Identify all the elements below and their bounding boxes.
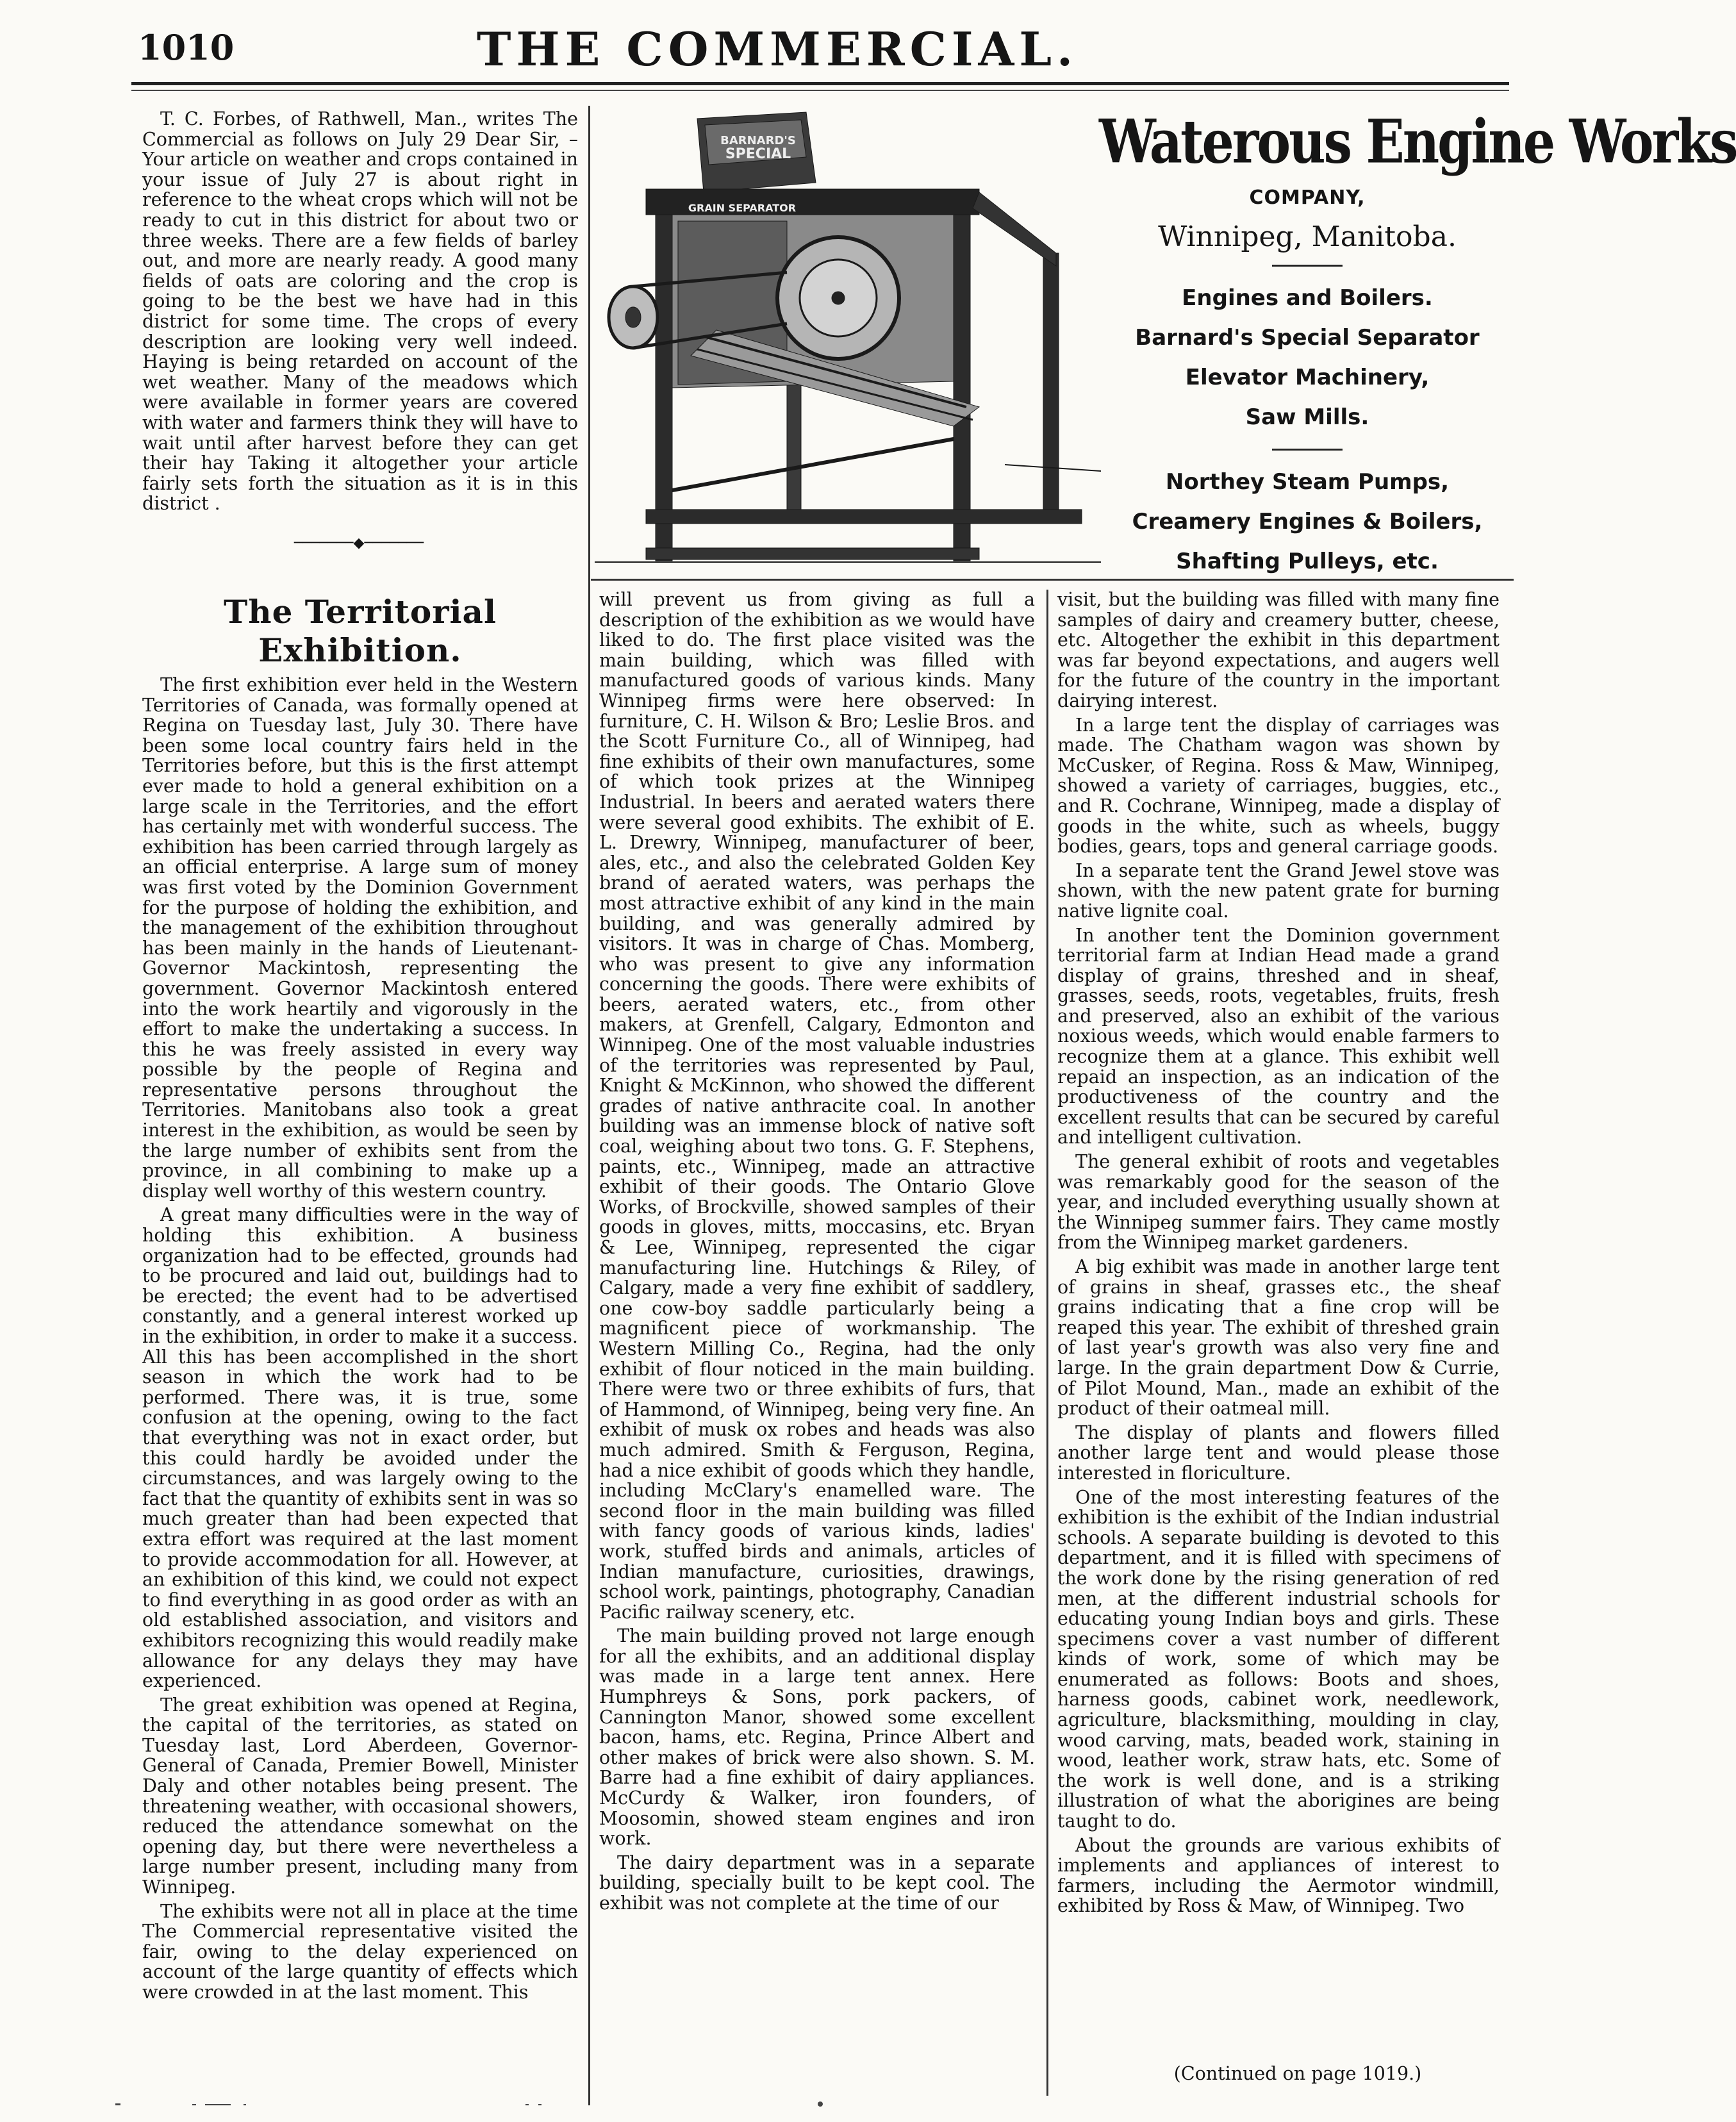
paragraph: The exhibits were not all in place at the time The Commercial representative visited the fair, owing to the delay experienced on account of the large quantity of effects which were crowded in at the last moment. This — [142, 1900, 578, 2003]
machine-label-grain-separator: GRAIN SEPARATOR — [688, 202, 797, 214]
machine-label-special: SPECIAL — [725, 146, 791, 162]
page-number: 1010 — [138, 27, 235, 68]
header-rule-thin — [131, 90, 1509, 91]
article-column-1 — [142, 593, 578, 2007]
paragraph: The display of plants and flowers filled another large tent and would please those interested in floriculture. — [1057, 1422, 1500, 1484]
company-name: Waterous Engine Works — [1099, 106, 1736, 177]
waterous-advertisement — [1099, 106, 1736, 581]
paragraph: The main building proved not large enough for all the exhibits, and an additional display was made in a large tent annex. Here Humphreys & Sons, pork packers, of Cannington Manor, showed some excellent bacon, hams, etc. Regina, Prince Albert and other makes of brick were also shown. S. M. Barre had a fine exhibit of dairy appliances. McCurdy & Walker, iron founders, of Moosomin, showed steam engines and iron work. — [599, 1625, 1035, 1850]
letter-column — [142, 109, 578, 518]
grain-separator-illustration — [595, 106, 1101, 572]
paragraph: In another tent the Dominion government territorial farm at Indian Head made a grand display of grains, threshed and in sheaf, grasses, seeds, roots, vegetables, fruits, fresh and preserved, also an exhibit of the various noxious weeds, which would enable farmers to recognize them at a glance. This exhibit well repaid an inspection, as an indication of the productiveness of the country and the excellent results that can be secured by careful and intelligent cultivation. — [1057, 924, 1500, 1148]
article-column-2 — [599, 590, 1035, 1918]
paragraph: In a separate tent the Grand Jewel stove was shown, with the new patent grate for burning native lignite coal. — [1057, 859, 1500, 922]
paragraph: will prevent us from giving as full a description of the exhibition as we would have liked to do. The first place visited was the main building, which was filled with manufactured goods of various kinds. Many Winnipeg firms were here observed: In furniture, C. H. Wilson & Bro; Leslie Bros. and the Scott Furniture Co., all of Winnipeg, had fine exhibits of their own manufactures, some of which took prizes at the Winnipeg Industrial. In beers and aerated waters there were several good exhibits. The exhibit of E. L. Drewry, Winnipeg, manufacturer of beer, ales, etc., and also the celebrated Golden Key brand of aerated waters, was perhaps the most attractive exhibit of any kind in the main building, and was generally admired by visitors. It was in charge of Chas. Momberg, who was present to give any information concerning the goods. There were exhibits of beers, aerated waters, etc., from other makers, at Grenfell, Calgary, Edmonton and Winnipeg. One of the most valuable industries of the territories was represented by Paul, Knight & McKinnon, who showed the different grades of native anthracite coal. In another building was an immense block of native soft coal, weighing about two tons. G. F. Stephens, paints, etc., Winnipeg, made an attractive exhibit of their goods. The Ontario Glove Works, of Brockville, showed samples of their goods in gloves, mitts, moccasins, etc. Bryan & Lee, Winnipeg, represented the cigar manufacturing line. Hutchings & Riley, of Calgary, made a very fine exhibit of saddlery, one cow-boy saddle particularly being a magnificent piece of workmanship. The Western Milling Co., Regina, had the only exhibit of flour noticed in the main building. There were two or three exhibits of furs, that of Hammond, of Winnipeg, being very fine. An exhibit of musk ox robes and heads was also much admired. Smith & Ferguson, Regina, had a nice exhibit of goods which they handle, including McClary's enamelled ware. The second floor in the main building was filled with fancy goods of various kinds, ladies' work, stuffed birds and animals, articles of Indian manufacture, curiosities, drawings, school work, paintings, photography, Canadian Pacific railway scenery, etc. — [599, 589, 1035, 1623]
paragraph: visit, but the building was filled with many fine samples of dairy and creamery butter, cheese, etc. Altogether the exhibit in this department was far beyond expectations, and augers well for the future of the country in the important dairying interest. — [1057, 589, 1500, 711]
company-city: Winnipeg, Manitoba. — [1158, 220, 1457, 253]
paragraph: The first exhibition ever held in the Western Territories of Canada, was formally opened at Regina on Tuesday last, July 30. There have been some local country fairs held in the Territories before, but this is the first attempt ever made to hold a general exhibition on a large scale in the Territories, and the effort has certainly met with wonderful success. The exhibition has been carried through largely as an official enterprise. A large sum of money was first voted by the Dominion Government for the purpose of holding the exhibition, and the management of the exhibition throughout has been mainly in the hands of Lieutenant-Governor Mackintosh, representing the government. Governor Mackintosh entered into the work heartily and vigorously in the effort to make the undertaking a success. In this he was freely assisted in every way possible by the people of Regina and representative persons throughout the Territories. Manitobans also took a great interest in the exhibition, as would be seen by the large number of exhibits sent from the province, in all combining to make up a display well worthy of this western country. — [142, 674, 578, 1202]
ad-divider — [1272, 449, 1343, 451]
paragraph: A big exhibit was made in another large tent of grains in sheaf, grasses etc., the sheaf grains indicating that a fine crop will be reaped this year. The exhibit of threshed grain of last year's growth was also very fine and large. In the grain department Dow & Currie, of Pilot Mound, Man., made an exhibit of the product of their oatmeal mill. — [1057, 1256, 1500, 1420]
paragraph: About the grounds are various exhibits of implements and appliances of interest to farmers, including the Aermotor windmill, exhibited by Ross & Maw, of Winnipeg. Two — [1057, 1834, 1500, 1917]
product-line: Creamery Engines & Boilers, — [1132, 509, 1483, 535]
paragraph: A great many difficulties were in the way of holding this exhibition. A business organization had to be effected, grounds had to be procured and laid out, buildings had to be erected; the event had to be advertised constantly, and a general interest worked up in the exhibition, in order to make it a success. All this has been accomplished in the short season in which the work had to be performed. There was, it is true, some confusion at the opening, owing to the fact that everything was not in exact order, but this could hardly be avoided under the circumstances, and was largely owing to the fact that the quantity of exhibits sent in was so much greater than had been expected that extra effort was required at the last moment to provide accommodation for all. However, at an exhibition of this kind, we could not expect to find everything in as good order as with an old established association, and visitors and exhibitors recognizing this would readily make allowance for any delays they may have experienced. — [142, 1204, 578, 1692]
product-line: Saw Mills. — [1245, 404, 1369, 430]
column-rule — [1046, 590, 1048, 2096]
masthead: THE COMMERCIAL. — [476, 22, 1079, 76]
section-rule — [591, 579, 1514, 581]
product-line: Shafting Pulleys, etc. — [1176, 549, 1439, 574]
product-line: Northey Steam Pumps, — [1165, 469, 1450, 495]
letter-text: T. C. Forbes, of Rathwell, Man., writes The Commercial as follows on July 29 Dear Sir, – Your article on weather and crops contained in your issue of July 27 is about right in reference to the wheat crops which will not be ready to cut in this district for about two or three weeks. There are a few fields of barley out, and more are nearly ready. A good many fields of oats are coloring and the crop is going to be the best we have had in this district for some time. The crops of every description are looking very well indeed. Haying is being retarded on account of the wet weather. Many of the meadows which were available in former years are covered with water and farmers think they will have to wait until after harvest before they can get their hay Taking it altogether your article fairly sets forth the situation as it is in this district . — [142, 108, 578, 515]
machine-label-brand: BARNARD'S — [720, 134, 796, 147]
page-header — [0, 0, 1555, 96]
product-line: Elevator Machinery, — [1185, 365, 1430, 390]
article-column-3 — [1057, 590, 1500, 1920]
paragraph: The great exhibition was opened at Regina, the capital of the territories, as stated on Tuesday last, Lord Aberdeen, Governor-General of Canada, Premier Bowell, Minister Daly and other notables being present. The threatening weather, with occasional showers, reduced the attendance somewhat on the opening day, but there were nevertheless a large number present, including many from Winnipeg. — [142, 1694, 578, 1898]
column-rule — [588, 106, 590, 2105]
paragraph: In a large tent the display of carriages was made. The Chatham wagon was shown by McCusker, of Regina. Ross & Maw, Winnipeg, showed a variety of carriages, buggies, etc., and R. Cochrane, Winnipeg, made a display of goods in the white, such as wheels, buggy bodies, gears, tops and general carriage goods. — [1057, 714, 1500, 858]
continued-note: (Continued on page 1019.) — [1173, 2063, 1422, 2084]
company-word: COMPANY, — [1249, 187, 1366, 209]
paragraph: The general exhibit of roots and vegetables was remarkably good for the season of the year, and included everything usually shown at the Winnipeg summer fairs. They came mostly from the Winnipeg market gardeners. — [1057, 1151, 1500, 1254]
paragraph: The dairy department was in a separate building, specially built to be kept cool. The exhibit was not complete at the time of our — [599, 1852, 1035, 1914]
section-divider-ornament: ───────◆─────── — [293, 535, 424, 551]
product-line: Engines and Boilers. — [1182, 285, 1433, 311]
product-line: Barnard's Special Separator — [1135, 325, 1480, 351]
ad-divider — [1272, 265, 1343, 267]
print-specks — [115, 2101, 884, 2107]
article-title: The Territorial Exhibition. — [224, 593, 497, 669]
header-rule — [131, 82, 1509, 85]
paragraph: One of the most interesting features of the exhibition is the exhibit of the Indian industrial schools. A separate building is devoted to this department, and it is filled with specimens of the work done by the rising generation of red men, at the different industrial schools for educating young Indian boys and girls. These specimens cover a vast number of different kinds of work, some of which may be enumerated as follows: Boots and shoes, harness goods, cabinet work, needlework, agriculture, blacksmithing, moulding in clay, wood carving, mats, beaded work, staining in wood, leather work, straw hats, etc. Some of the work is well done, and is a striking illustration of what the aborigines are being taught to do. — [1057, 1486, 1500, 1832]
